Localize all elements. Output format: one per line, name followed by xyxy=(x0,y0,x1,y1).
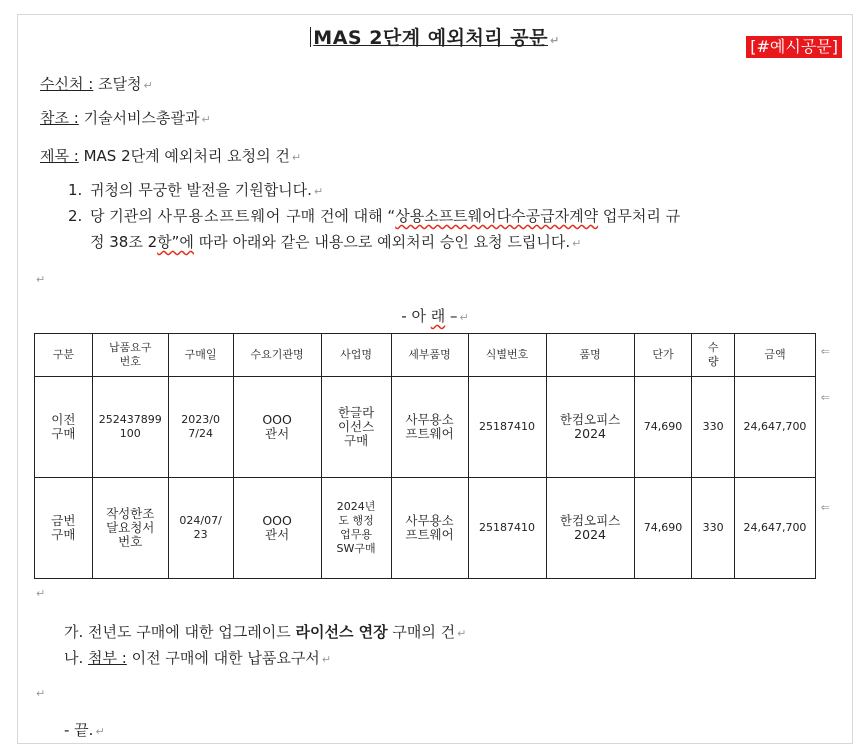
header-cell: 수 량 xyxy=(692,334,735,377)
paragraph-mark-icon: ↵ xyxy=(572,237,582,250)
product-category-text: 사무용소프트웨어 xyxy=(157,207,282,225)
table-cell: 74,690 xyxy=(634,478,692,579)
paragraph-mark-icon: ↵ xyxy=(321,653,332,666)
closing-text: - 끝. xyxy=(64,721,94,739)
heading-text: - 아 xyxy=(401,307,431,325)
table-cell: 25187410 xyxy=(468,478,546,579)
text-cursor xyxy=(310,27,311,47)
paragraph-1 xyxy=(68,177,830,205)
list-item-ga xyxy=(64,621,466,642)
subject-value: MAS 2단계 예외처리 요청의 건 xyxy=(78,147,290,165)
closing-line xyxy=(64,719,105,740)
header-cell: 구매일 xyxy=(168,334,233,377)
list-text: 나. xyxy=(64,649,89,667)
table-cell: 금번 구매 xyxy=(35,478,93,579)
attachment-key: 첨부 : xyxy=(88,649,127,667)
list-text: 가. 전년도 구매에 대한 업그레이드 xyxy=(64,623,296,641)
header-cell: 품명 xyxy=(546,334,634,377)
paragraph-mark-icon: ↵ xyxy=(36,273,46,286)
table-cell: 330 xyxy=(692,478,735,579)
reference-key: 참조 : xyxy=(40,109,79,127)
row-end-mark-icon: ⇐ xyxy=(820,501,830,514)
header-cell: 수요기관명 xyxy=(233,334,321,377)
header-cell: 사업명 xyxy=(321,334,391,377)
paragraph-text: 업무처리 규 xyxy=(598,207,681,225)
paragraph-text: 따라 아래와 같은 내용으로 예외처리 승인 요청 드립니다. xyxy=(193,233,571,251)
table-cell: 작성한조 달요청서 번호 xyxy=(92,478,168,579)
paragraph-text: 구매 건에 대해 “ xyxy=(281,207,396,225)
table-cell: 한글라 이선스 구매 xyxy=(321,377,391,478)
header-cell: 단가 xyxy=(634,334,692,377)
reference-line xyxy=(40,107,211,128)
paragraph-mark-icon: ↵ xyxy=(36,687,46,700)
paragraph-mark-icon: ↵ xyxy=(201,113,211,126)
table-cell: 024/07/ 23 xyxy=(168,478,233,579)
row-end-mark-icon: ⇐ xyxy=(820,345,830,358)
paragraph-text: 항”에 xyxy=(157,233,194,251)
list-text: 이전 구매에 대한 납품요구서 xyxy=(126,649,320,667)
paragraph-mark-icon: ↵ xyxy=(459,311,469,324)
table-cell: 24,647,700 xyxy=(734,478,815,579)
purchase-table xyxy=(34,333,816,579)
section-heading xyxy=(18,305,852,326)
table-cell: 25187410 xyxy=(468,377,546,478)
contract-name-text: 상용소프트웨어다수공급자계약 xyxy=(395,207,599,225)
title-text: MAS 2단계 예외처리 공문 xyxy=(313,27,548,49)
paragraph-number: 2. xyxy=(68,207,83,225)
table-cell: 사무용소 프트웨어 xyxy=(391,377,468,478)
list-text: 구매의 건 xyxy=(387,623,456,641)
paragraph-mark-icon: ↵ xyxy=(36,587,46,600)
paragraph-mark-icon: ↵ xyxy=(95,725,105,738)
paragraph-number: 1. xyxy=(68,181,83,199)
paragraph-mark-icon: ↵ xyxy=(457,627,467,640)
document-page xyxy=(17,14,853,744)
list-item-na xyxy=(64,647,331,668)
header-cell: 세부품명 xyxy=(391,334,468,377)
recipient-key: 수신처 : xyxy=(40,75,94,93)
subject-line xyxy=(40,145,301,166)
paragraph-text: 정 38조 2 xyxy=(90,233,158,251)
paragraph-mark-icon: ↵ xyxy=(313,185,324,198)
heading-text: 래 xyxy=(430,307,446,325)
subject-key: 제목 : xyxy=(40,147,79,165)
table-row xyxy=(35,377,816,478)
document-title xyxy=(18,23,852,50)
reference-value: 기술서비스총괄과 xyxy=(78,109,200,127)
header-cell: 식별번호 xyxy=(468,334,546,377)
paragraph-mark-icon: ↵ xyxy=(549,34,560,47)
row-end-mark-icon: ⇐ xyxy=(820,391,830,404)
paragraph-text: 당 기관의 xyxy=(90,207,158,225)
table-header-row xyxy=(35,334,816,377)
example-tag: [#예시공문] xyxy=(746,36,842,58)
table-cell: 사무용소 프트웨어 xyxy=(391,478,468,579)
table-cell: 한컴오피스 2024 xyxy=(546,478,634,579)
table-row xyxy=(35,478,816,579)
header-cell: 금액 xyxy=(734,334,815,377)
table-cell: 252437899 100 xyxy=(92,377,168,478)
table-cell: OOO 관서 xyxy=(233,377,321,478)
recipient-line xyxy=(40,73,153,94)
table-cell: 24,647,700 xyxy=(734,377,815,478)
paragraph-mark-icon: ↵ xyxy=(143,79,153,92)
table-cell: 한컴오피스 2024 xyxy=(546,377,634,478)
table-cell: 이전 구매 xyxy=(35,377,93,478)
paragraph-mark-icon: ↵ xyxy=(291,151,302,164)
table-cell: 2024년 도 행정 업무용 SW구매 xyxy=(321,478,391,579)
header-cell: 구분 xyxy=(35,334,93,377)
paragraph-2 xyxy=(68,203,830,257)
recipient-value: 조달청 xyxy=(93,75,142,93)
header-cell: 납품요구 번호 xyxy=(92,334,168,377)
table-cell: 330 xyxy=(692,377,735,478)
table-cell: OOO 관서 xyxy=(233,478,321,579)
table-cell: 74,690 xyxy=(634,377,692,478)
table-cell: 2023/0 7/24 xyxy=(168,377,233,478)
list-bold-text: 라이선스 연장 xyxy=(295,623,388,641)
paragraph-text: 귀청의 무궁한 발전을 기원합니다. xyxy=(90,181,312,199)
heading-text: – xyxy=(445,307,458,325)
